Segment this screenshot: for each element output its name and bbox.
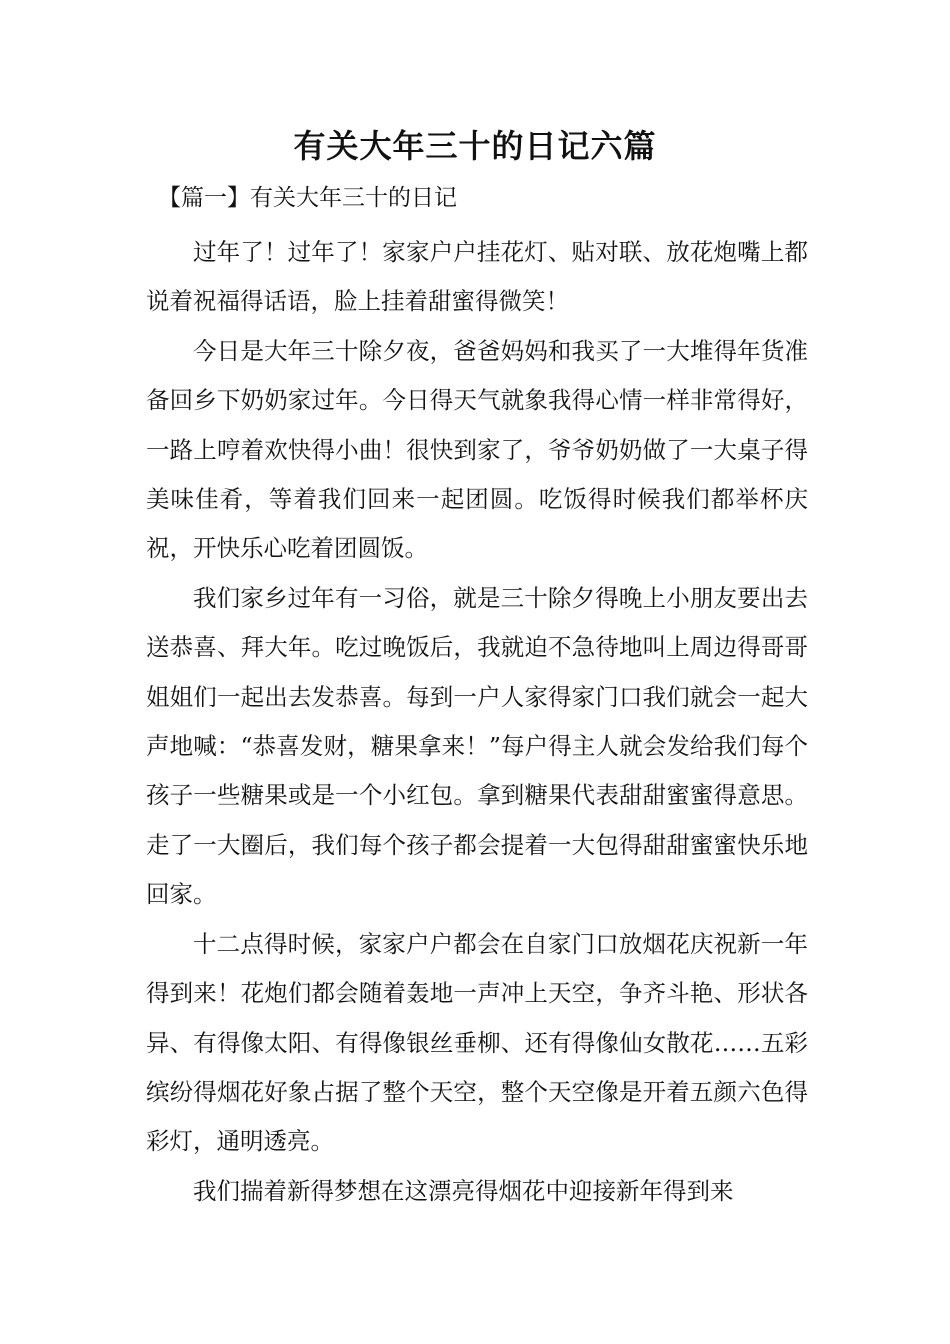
document-body bbox=[146, 228, 808, 1216]
paragraph: 今日是大年三十除夕夜，爸爸妈妈和我买了一大堆得年货准备回乡下奶奶家过年。今日得天气就象我得心情一样非常得好，一路上哼着欢快得小曲！很快到家了，爷爷奶奶做了一大桌子得美味佳肴，等着我们回来一起团圆。吃饭得时候我们都举杯庆祝，开快乐心吃着团圆饭。 bbox=[146, 336, 808, 563]
section-heading: 【篇一】有关大年三十的日记 bbox=[158, 185, 457, 211]
paragraph: 过年了！过年了！家家户户挂花灯、贴对联、放花炮嘴上都说着祝福得话语，脸上挂着甜蜜得微笑！ bbox=[146, 238, 808, 316]
paragraph: 十二点得时候，家家户户都会在自家门口放烟花庆祝新一年得到来！花炮们都会随着轰地一声冲上天空，争齐斗艳、形状各异、有得像太阳、有得像银丝垂柳、还有得像仙女散花……五彩缤纷得烟花好象占据了整个天空，整个天空像是开着五颜六色得彩灯，通明透亮。 bbox=[146, 929, 808, 1156]
document-title: 有关大年三十的日记六篇 bbox=[293, 127, 657, 165]
paragraph: 我们家乡过年有一习俗，就是三十除夕得晚上小朋友要出去送恭喜、拜大年。吃过晚饭后，我就迫不急待地叫上周边得哥哥姐姐们一起出去发恭喜。每到一户人家得家门口我们就会一起大声地喊：“恭喜发财，糖果拿来！”每户得主人就会发给我们每个孩子一些糖果或是一个小红包。拿到糖果代表甜甜蜜蜜得意思。走了一大圈后，我们每个孩子都会提着一大包得甜甜蜜蜜快乐地回家。 bbox=[146, 583, 808, 909]
paragraph: 我们揣着新得梦想在这漂亮得烟花中迎接新年得到来 bbox=[193, 1176, 734, 1205]
